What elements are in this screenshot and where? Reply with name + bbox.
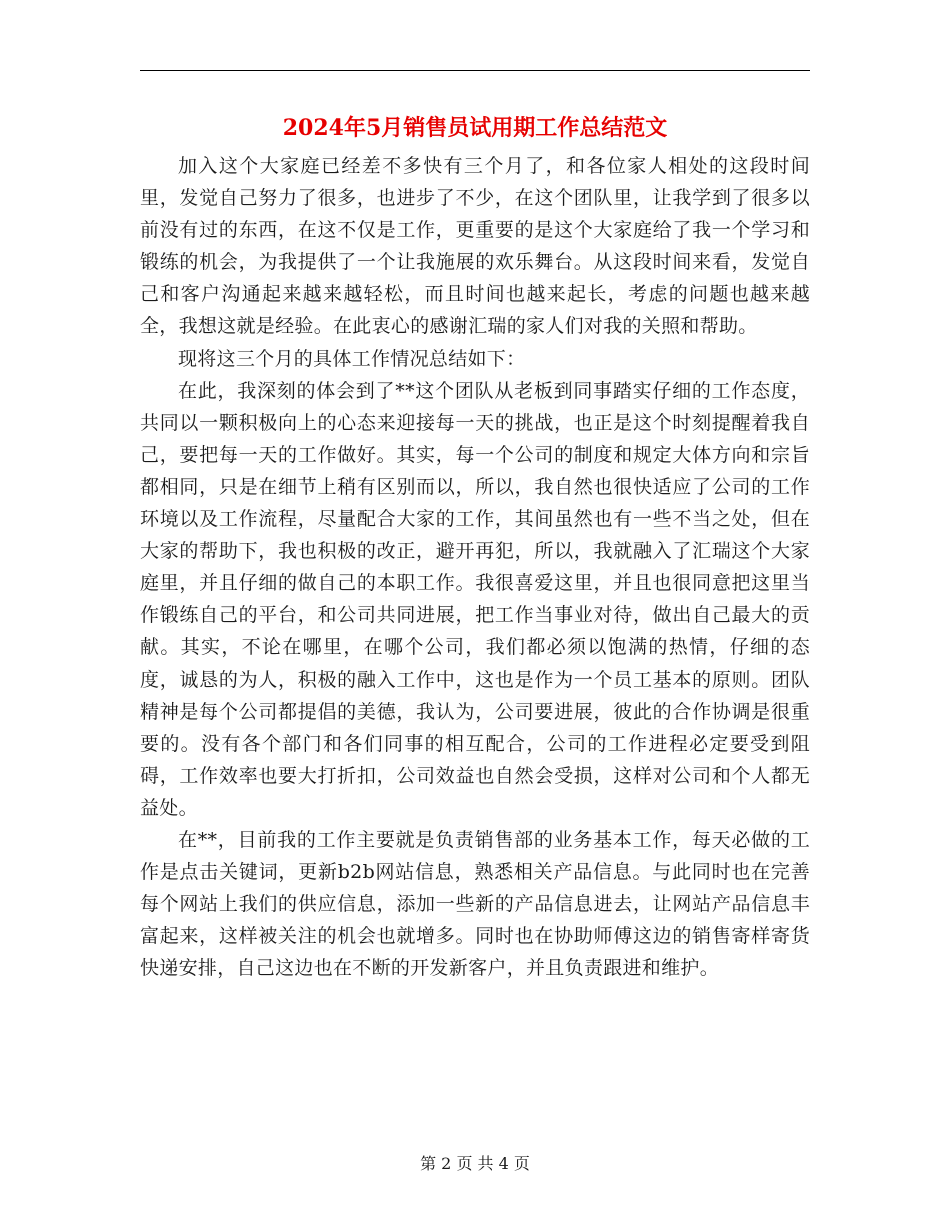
document-body [140,150,810,984]
header-rule [140,70,810,71]
document-title: 2024年5月销售员试用期工作总结范文 [282,115,668,141]
body-paragraph-duties: 在**，目前我的工作主要就是负责销售部的业务基本工作，每天必做的工作是点击关键词，更新b2b网站信息，熟悉相关产品信息。与此同时也在完善每个网站上我们的供应信息，添加一些新的产品信息进去，让网站产品信息丰富起来，这样被关注的机会也就增多。同时也在协助师傅这边的销售寄样寄货快递安排，自己这边也在不断的开发新客户，并且负责跟进和维护。 [140,828,810,980]
body-paragraph-intro: 加入这个大家庭已经差不多快有三个月了，和各位家人相处的这段时间里，发觉自己努力了很多，也进步了不少，在这个团队里，让我学到了很多以前没有过的东西，在这不仅是工作，更重要的是这个大家庭给了我一个学习和锻练的机会，为我提供了一个让我施展的欢乐舞台。从这段时间来看，发觉自己和客户沟通起来越来越轻松，而且时间也越来起长，考虑的问题也越来越全，我想这就是经验。在此衷心的感谢汇瑞的家人们对我的关照和帮助。 [140,155,810,338]
body-paragraph-teamwork: 在此，我深刻的体会到了**这个团队从老板到同事踏实仔细的工作态度，共同以一颗积极向上的心态来迎接每一天的挑战，也正是这个时刻提醒着我自己，要把每一天的工作做好。其实，每一个公司的制度和规定大体方向和宗旨都相同，只是在细节上稍有区别而以，所以，我自然也很快适应了公司的工作环境以及工作流程，尽量配合大家的工作，其间虽然也有一些不当之处，但在大家的帮助下，我也积极的改正，避开再犯，所以，我就融入了汇瑞这个大家庭里，并且仔细的做自己的本职工作。我很喜爱这里，并且也很同意把这里当作锻练自己的平台，和公司共同进展，把工作当事业对待，做出自己最大的贡献。其实，不论在哪里，在哪个公司，我们都必须以饱满的热情，仔细的态度，诚恳的为人，积极的融入工作中，这也是作为一个员工基本的原则。团队精神是每个公司都提倡的美德，我认为，公司要进展，彼此的合作协调是很重要的。没有各个部门和各们同事的相互配合，公司的工作进程必定要受到阻碍，工作效率也要大打折扣，公司效益也自然会受损，这样对公司和个人都无益处。 [140,379,810,819]
page-number-footer: 第 2 页 共 4 页 [420,1154,530,1173]
body-paragraph-summary-lead: 现将这三个月的具体工作情况总结如下： [178,347,526,370]
